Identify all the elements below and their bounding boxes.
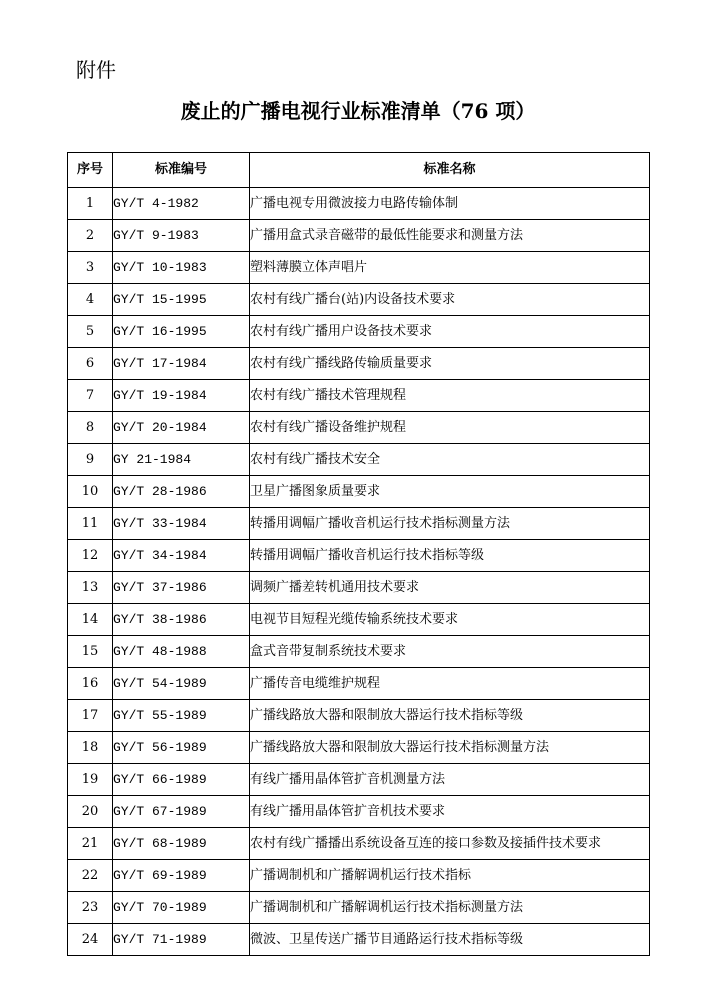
row-name: 广播调制机和广播解调机运行技术指标 bbox=[250, 860, 650, 892]
row-seq: 24 bbox=[68, 924, 113, 956]
row-seq: 18 bbox=[68, 732, 113, 764]
table-header-row bbox=[68, 153, 650, 188]
table-row bbox=[68, 924, 650, 956]
row-code: GY/T 67-1989 bbox=[113, 796, 250, 828]
table-row bbox=[68, 188, 650, 220]
document-title: 废止的广播电视行业标准清单（76 项） bbox=[180, 99, 536, 123]
header-code: 标准编号 bbox=[113, 153, 250, 188]
row-code: GY/T 55-1989 bbox=[113, 700, 250, 732]
row-seq: 6 bbox=[68, 348, 113, 380]
row-seq: 3 bbox=[68, 252, 113, 284]
table-row bbox=[68, 540, 650, 572]
table-row bbox=[68, 636, 650, 668]
row-code: GY/T 16-1995 bbox=[113, 316, 250, 348]
row-seq: 21 bbox=[68, 828, 113, 860]
row-code: GY/T 9-1983 bbox=[113, 220, 250, 252]
table-row bbox=[68, 220, 650, 252]
row-code: GY/T 54-1989 bbox=[113, 668, 250, 700]
table-row bbox=[68, 572, 650, 604]
table-row bbox=[68, 380, 650, 412]
table-body bbox=[68, 188, 650, 956]
row-seq: 22 bbox=[68, 860, 113, 892]
row-code: GY/T 37-1986 bbox=[113, 572, 250, 604]
row-seq: 11 bbox=[68, 508, 113, 540]
table-row bbox=[68, 796, 650, 828]
row-seq: 1 bbox=[68, 188, 113, 220]
row-name: 农村有线广播技术管理规程 bbox=[250, 380, 650, 412]
row-name: 广播线路放大器和限制放大器运行技术指标等级 bbox=[250, 700, 650, 732]
row-name: 电视节目短程光缆传输系统技术要求 bbox=[250, 604, 650, 636]
row-name: 农村有线广播用户设备技术要求 bbox=[250, 316, 650, 348]
table-row bbox=[68, 604, 650, 636]
row-seq: 19 bbox=[68, 764, 113, 796]
row-name: 盒式音带复制系统技术要求 bbox=[250, 636, 650, 668]
row-code: GY/T 33-1984 bbox=[113, 508, 250, 540]
row-code: GY/T 10-1983 bbox=[113, 252, 250, 284]
row-code: GY/T 20-1984 bbox=[113, 412, 250, 444]
table-row bbox=[68, 348, 650, 380]
row-seq: 15 bbox=[68, 636, 113, 668]
row-seq: 17 bbox=[68, 700, 113, 732]
row-code: GY/T 19-1984 bbox=[113, 380, 250, 412]
row-name: 广播用盒式录音磁带的最低性能要求和测量方法 bbox=[250, 220, 650, 252]
header-seq: 序号 bbox=[68, 153, 113, 188]
standards-table bbox=[67, 152, 650, 956]
row-name: 广播电视专用微波接力电路传输体制 bbox=[250, 188, 650, 220]
table-row bbox=[68, 700, 650, 732]
row-name: 卫星广播图象质量要求 bbox=[250, 476, 650, 508]
header-name: 标准名称 bbox=[250, 153, 650, 188]
row-code: GY/T 15-1995 bbox=[113, 284, 250, 316]
row-name: 广播线路放大器和限制放大器运行技术指标测量方法 bbox=[250, 732, 650, 764]
row-seq: 13 bbox=[68, 572, 113, 604]
table-row bbox=[68, 668, 650, 700]
table-row bbox=[68, 892, 650, 924]
row-name: 转播用调幅广播收音机运行技术指标等级 bbox=[250, 540, 650, 572]
row-code: GY/T 4-1982 bbox=[113, 188, 250, 220]
row-seq: 12 bbox=[68, 540, 113, 572]
table-row bbox=[68, 476, 650, 508]
row-name: 农村有线广播台(站)内设备技术要求 bbox=[250, 284, 650, 316]
row-name: 转播用调幅广播收音机运行技术指标测量方法 bbox=[250, 508, 650, 540]
table-row bbox=[68, 860, 650, 892]
row-code: GY/T 48-1988 bbox=[113, 636, 250, 668]
row-name: 农村有线广播播出系统设备互连的接口参数及接插件技术要求 bbox=[250, 828, 650, 860]
table-row bbox=[68, 764, 650, 796]
row-seq: 5 bbox=[68, 316, 113, 348]
row-seq: 20 bbox=[68, 796, 113, 828]
row-name: 农村有线广播技术安全 bbox=[250, 444, 650, 476]
row-code: GY/T 38-1986 bbox=[113, 604, 250, 636]
row-name: 广播传音电缆维护规程 bbox=[250, 668, 650, 700]
row-code: GY/T 68-1989 bbox=[113, 828, 250, 860]
table-row bbox=[68, 316, 650, 348]
row-code: GY/T 66-1989 bbox=[113, 764, 250, 796]
row-seq: 14 bbox=[68, 604, 113, 636]
row-code: GY 21-1984 bbox=[113, 444, 250, 476]
row-name: 广播调制机和广播解调机运行技术指标测量方法 bbox=[250, 892, 650, 924]
row-seq: 4 bbox=[68, 284, 113, 316]
table-row bbox=[68, 828, 650, 860]
table-row bbox=[68, 252, 650, 284]
row-code: GY/T 28-1986 bbox=[113, 476, 250, 508]
row-seq: 16 bbox=[68, 668, 113, 700]
attachment-label: 附件 bbox=[76, 58, 116, 82]
row-seq: 8 bbox=[68, 412, 113, 444]
row-code: GY/T 69-1989 bbox=[113, 860, 250, 892]
row-name: 微波、卫星传送广播节目通路运行技术指标等级 bbox=[250, 924, 650, 956]
row-code: GY/T 17-1984 bbox=[113, 348, 250, 380]
row-code: GY/T 56-1989 bbox=[113, 732, 250, 764]
row-name: 农村有线广播线路传输质量要求 bbox=[250, 348, 650, 380]
row-code: GY/T 34-1984 bbox=[113, 540, 250, 572]
table-row bbox=[68, 732, 650, 764]
table-row bbox=[68, 508, 650, 540]
row-name: 有线广播用晶体管扩音机技术要求 bbox=[250, 796, 650, 828]
table-row bbox=[68, 444, 650, 476]
table-row bbox=[68, 284, 650, 316]
row-code: GY/T 70-1989 bbox=[113, 892, 250, 924]
row-code: GY/T 71-1989 bbox=[113, 924, 250, 956]
row-seq: 9 bbox=[68, 444, 113, 476]
row-seq: 2 bbox=[68, 220, 113, 252]
row-seq: 10 bbox=[68, 476, 113, 508]
row-name: 农村有线广播设备维护规程 bbox=[250, 412, 650, 444]
row-seq: 23 bbox=[68, 892, 113, 924]
table-row bbox=[68, 412, 650, 444]
row-seq: 7 bbox=[68, 380, 113, 412]
row-name: 塑料薄膜立体声唱片 bbox=[250, 252, 650, 284]
row-name: 调频广播差转机通用技术要求 bbox=[250, 572, 650, 604]
row-name: 有线广播用晶体管扩音机测量方法 bbox=[250, 764, 650, 796]
